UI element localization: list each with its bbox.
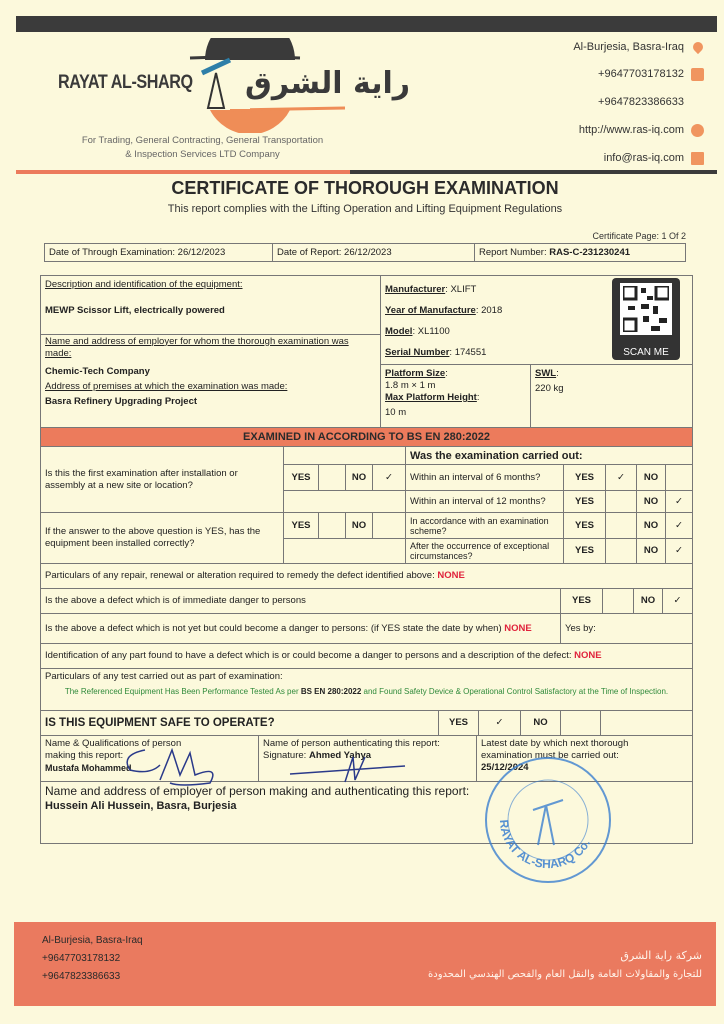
q-installed: If the answer to the above question is YES, has the equipment been installed correctly? <box>41 513 284 564</box>
year-label: Year of Manufacture <box>385 305 476 316</box>
divider-dark <box>350 170 717 174</box>
swl-label: SWL <box>535 368 557 379</box>
yes-label: YES <box>564 491 606 513</box>
standard-header: EXAMINED IN ACCORDING TO BS EN 280:2022 <box>41 428 693 447</box>
no-label: NO <box>346 465 373 491</box>
identification-row <box>41 644 693 669</box>
exam-date: Date of Through Examination: 26/12/2023 <box>45 244 273 262</box>
footer-address: Al-Burjesia, Basra-Iraq <box>42 935 143 946</box>
tagline-line: For Trading, General Contracting, General Transportation <box>81 135 324 146</box>
report-employer: Hussein Ali Hussein, Basra, Burjesia <box>45 800 237 812</box>
future-danger-row <box>41 614 561 644</box>
tests-text: The Referenced Equipment Has Been Performance Tested As per <box>64 687 301 696</box>
dates-table <box>44 243 686 262</box>
yes-label: YES <box>561 589 603 614</box>
no-label: NO <box>521 711 561 736</box>
swl-cell <box>531 365 693 429</box>
platform-cell <box>381 365 531 429</box>
qr-pattern <box>620 283 672 335</box>
yes-label: YES <box>284 513 319 539</box>
immediate-danger-label: Is the above a defect which is of immediate danger to persons <box>41 589 561 614</box>
footer-bar <box>14 922 716 1006</box>
phone-icon <box>691 68 704 81</box>
report-date: Date of Report: 26/12/2023 <box>273 244 475 262</box>
yes-checkbox[interactable] <box>606 513 637 539</box>
qr-code[interactable] <box>612 278 680 360</box>
equipment-description: MEWP Scissor Lift, electrically powered <box>45 305 225 316</box>
yes-checkbox[interactable] <box>319 465 346 491</box>
report-number-cell <box>475 244 686 262</box>
model-label: Model <box>385 326 413 337</box>
manufacturer-label: Manufacturer <box>385 284 446 295</box>
no-checkbox-checked[interactable]: ✓ <box>373 465 406 491</box>
contact-email[interactable]: info@ras-iq.com <box>603 152 684 164</box>
no-checkbox[interactable] <box>561 711 601 736</box>
footer-arabic <box>428 946 702 984</box>
footer-contact <box>42 932 143 986</box>
no-label: NO <box>637 491 666 513</box>
maker-signature <box>110 745 240 790</box>
mail-icon <box>691 152 704 165</box>
repair-value: NONE <box>437 570 465 581</box>
stamp-text: RAYAT AL-SHARQ Co. <box>496 818 594 872</box>
identification-label: Identification of any part found to have a defect which is or could become a danger to persons and a description of the defect: <box>45 650 575 661</box>
auth-signature-label: Signature: <box>263 750 309 761</box>
company-stamp <box>478 750 618 890</box>
maker-name: Mustafa Mohammed <box>45 763 132 773</box>
blank <box>601 711 693 736</box>
no-checkbox-checked[interactable]: ✓ <box>666 491 693 513</box>
yes-checkbox-checked[interactable]: ✓ <box>479 711 521 736</box>
yes-checkbox[interactable] <box>606 539 637 564</box>
footer-arabic-name: شركة راية الشرق <box>620 949 702 962</box>
employer-name: Chemic-Tech Company <box>45 365 150 377</box>
q-6-months: Within an interval of 6 months? <box>406 465 564 491</box>
footer-arabic-tagline: للتجارة والمقاولات العامة والنقل العام والفحص الهندسي المحدودة <box>428 969 702 980</box>
auth-label: Name of person authenticating this report: <box>263 738 440 749</box>
max-height: 10 m <box>385 407 407 418</box>
swl-value: 220 kg <box>535 383 564 394</box>
yes-label: YES <box>564 539 606 564</box>
repair-label: Particulars of any repair, renewal or alteration required to remedy the defect identified above: <box>45 570 438 581</box>
no-checkbox-checked[interactable]: ✓ <box>666 513 693 539</box>
no-label: NO <box>637 539 666 564</box>
blank <box>284 539 406 564</box>
employer-label: Name and address of employer for whom the thorough examination was made: <box>45 335 349 359</box>
desc-label: Description and identification of the equipment: <box>45 279 243 290</box>
identification-value: NONE <box>574 650 602 661</box>
yes-label: YES <box>284 465 319 491</box>
svg-text:RAYAT AL-SHARQ Co. <box>497 819 593 871</box>
certificate-page: Certificate Page: 1 Of 2 <box>592 231 686 241</box>
standard-header-table <box>40 427 693 447</box>
company-tagline <box>40 134 365 162</box>
tests-standard: BS EN 280:2022 <box>300 687 362 696</box>
no-checkbox-checked[interactable]: ✓ <box>666 539 693 564</box>
premises-label: Address of premises at which the examination was made: <box>45 380 288 392</box>
maker-label: Name & Qualifications of person making this report: <box>45 738 182 761</box>
contact-website[interactable]: http://www.ras-iq.com <box>578 124 684 136</box>
scan-me-label: SCAN ME <box>623 347 669 358</box>
safe-to-operate-label: IS THIS EQUIPMENT SAFE TO OPERATE? <box>41 711 439 736</box>
divider-accent <box>16 170 350 174</box>
q-exceptional: After the occurrence of exceptional circumstances? <box>406 539 564 564</box>
colon: : <box>556 368 559 379</box>
max-height-label: Max Platform Height <box>385 392 477 403</box>
yes-label: YES <box>564 465 606 491</box>
tests-label: Particulars of any test carried out as part of examination: <box>45 671 283 682</box>
next-exam-label: Latest date by which next thorough examination must be carried out: <box>481 738 629 761</box>
report-number: RAS-C-231230241 <box>549 246 631 258</box>
colon: : <box>476 392 480 403</box>
next-exam-date: 25/12/2024 <box>481 762 529 773</box>
no-label: NO <box>637 513 666 539</box>
no-checkbox-checked[interactable]: ✓ <box>663 589 693 614</box>
report-employer-label: Name and address of employer of person making and authenticating this report: <box>45 784 470 798</box>
platform-size: 1.8 m × 1 m <box>385 380 436 391</box>
blank <box>284 491 406 513</box>
footer-phone-1: +9647703178132 <box>42 953 121 964</box>
no-label: NO <box>346 513 373 539</box>
future-danger-label: Is the above a defect which is not yet but could become a danger to persons: (if YES state the date by when) <box>45 622 505 634</box>
certificate-subtitle: This report complies with the Lifting Operation and Lifting Equipment Regulations <box>167 203 563 215</box>
employer-label-cell <box>41 334 381 364</box>
tests-row <box>41 669 693 711</box>
platform-size-label: Platform Size <box>385 368 446 379</box>
q-first-exam: Is this the first examination after installation or assembly at a new site or location? <box>41 447 284 513</box>
certificate-title: CERTIFICATE OF THOROUGH EXAMINATION <box>171 178 559 198</box>
auth-signature <box>285 752 415 787</box>
yes-checkbox[interactable] <box>606 491 637 513</box>
serial-value: : 174551 <box>449 347 487 358</box>
no-label: NO <box>634 589 663 614</box>
globe-icon <box>691 124 704 137</box>
location-icon <box>691 40 705 54</box>
examination-table <box>40 446 693 564</box>
yes-checkbox[interactable] <box>319 513 346 539</box>
contact-phone-2: +9647823386633 <box>598 96 684 108</box>
yes-label: YES <box>439 711 479 736</box>
repair-row <box>41 564 693 589</box>
employer-cell <box>41 365 381 429</box>
tests-text: and Found Safety Device & Operational Control Satisfactory at the Time of Inspection. <box>361 687 669 696</box>
year-value: : 2018 <box>475 305 503 316</box>
serial-label: Serial Number <box>385 347 450 358</box>
qr-code-icon <box>623 286 669 332</box>
top-bar <box>16 16 717 32</box>
q-scheme: In accordance with an examination scheme? <box>406 513 564 539</box>
manufacturer-value: : XLIFT <box>445 284 477 295</box>
footer-phone-2: +9647823386633 <box>42 971 121 982</box>
report-number-label: Report Number: <box>479 246 550 258</box>
q-12-months: Within an interval of 12 months? <box>406 491 564 513</box>
blank <box>284 447 406 465</box>
yes-by-field[interactable]: Yes by: <box>561 614 693 644</box>
yes-checkbox[interactable] <box>603 589 634 614</box>
no-checkbox[interactable] <box>666 465 693 491</box>
contact-phone-1: +9647703178132 <box>598 68 684 80</box>
tests-result <box>45 686 688 697</box>
yes-label: YES <box>564 513 606 539</box>
equipment-description-cell <box>41 276 381 335</box>
carried-out-header: Was the examination carried out: <box>406 447 693 465</box>
safe-table <box>40 710 693 736</box>
logo-text-ar: راية الشرق <box>245 66 411 101</box>
equipment-table <box>40 275 693 429</box>
no-label: NO <box>637 465 666 491</box>
premises-value: Basra Refinery Upgrading Project <box>45 395 198 407</box>
logo-text-en: RAYAT AL-SHARQ <box>58 72 193 93</box>
auth-name: Ahmed Yahya <box>308 750 372 761</box>
no-checkbox[interactable] <box>373 513 406 539</box>
future-danger-value: NONE <box>504 622 532 634</box>
defects-table <box>40 563 693 711</box>
tagline-line: & Inspection Services LTD Company <box>125 149 280 160</box>
contact-address: Al-Burjesia, Basra-Iraq <box>573 41 684 53</box>
yes-checkbox-checked[interactable]: ✓ <box>606 465 637 491</box>
colon: : <box>445 368 448 379</box>
model-value: : XL1100 <box>412 326 450 337</box>
